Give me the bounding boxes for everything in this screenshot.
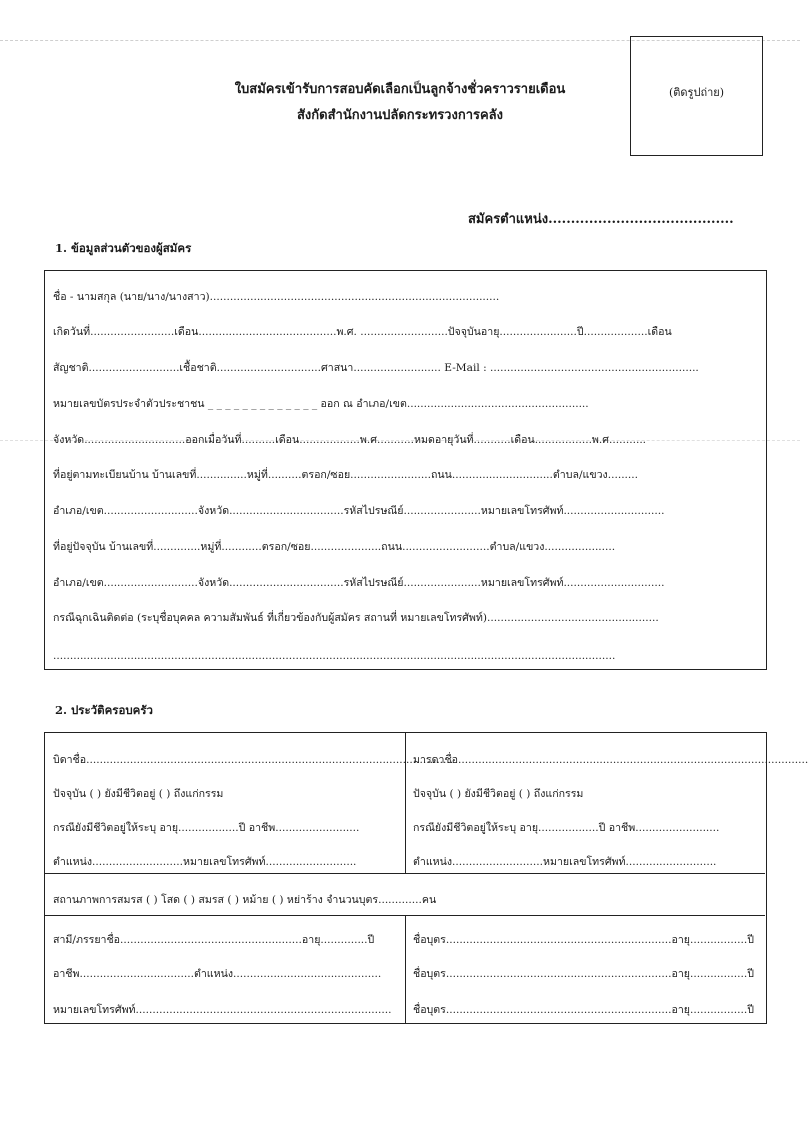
registered-district-line: อำเภอ/เขต............................จังหวัด..................................รหัสไปรษณีย์.......................หมายเลขโทรศัพท์.............................. bbox=[53, 505, 665, 517]
id-card-line: หมายเลขบัตรประจำตัวประชาชน _ _ _ _ _ _ _ _ _ _ _ _ _ ออก ณ อำเภอ/เขต...................................................... bbox=[53, 398, 589, 410]
father-position-phone-line: ตำแหน่ง...........................หมายเลขโทรศัพท์........................... bbox=[53, 856, 357, 868]
spouse-phone-line: หมายเลขโทรศัพท์............................................................................ bbox=[53, 1004, 392, 1016]
spouse-children-divider bbox=[405, 915, 406, 1023]
spouse-job-line: อาชีพ..................................ตำแหน่ง............................................ bbox=[53, 968, 382, 980]
section2-heading: 2. ประวัติครอบครัว bbox=[55, 703, 153, 717]
current-address-line: ที่อยู่ปัจจุบัน บ้านเลขที่..............หมู่ที่............ตรอก/ซอย.....................ถนน..........................ตำบล/แขวง..................... bbox=[53, 541, 616, 553]
birth-date-line: เกิดวันที่.........................เดือน.........................................พ.ศ. ..........................ปัจจุบันอายุ.......................ปี...................เดือน bbox=[53, 326, 672, 338]
mother-status-line: ปัจจุบัน ( ) ยังมีชีวิตอยู่ ( ) ถึงแก่กรรม bbox=[413, 788, 584, 800]
mother-name-line: มารดาชื่อ........................................................................................................ bbox=[413, 754, 808, 766]
photo-label: (ติดรูปถ่าย) bbox=[668, 86, 725, 99]
mother-age-job-line: กรณียังมีชีวิตอยู่ให้ระบุ อายุ..................ปี อาชีพ......................... bbox=[413, 822, 720, 834]
position-applied: สมัครตำแหน่ง......................................... bbox=[468, 212, 734, 227]
child-name-line: ชื่อบุตร...................................................................อายุ.................ปี bbox=[413, 1004, 754, 1016]
form-subtitle: สังกัดสำนักงานปลัดกระทรวงการคลัง bbox=[297, 108, 503, 123]
family-history-box bbox=[44, 732, 808, 1024]
spouse-name-line: สามี/ภรรยาชื่อ......................................................อายุ..............ปี bbox=[53, 934, 375, 946]
registered-address-line: ที่อยู่ตามทะเบียนบ้าน บ้านเลขที่...............หมู่ที่..........ตรอก/ซอย........................ถนน..............................ตำบล/แขวง......... bbox=[53, 469, 639, 481]
current-district-line: อำเภอ/เขต............................จังหวัด..................................รหัสไปรษณีย์.......................หมายเลขโทรศัพท์.............................. bbox=[53, 577, 665, 589]
marital-status-line: สถานภาพการสมรส ( ) โสด ( ) สมรส ( ) หม้าย ( ) หย่าร้าง จำนวนบุตร.............คน bbox=[53, 894, 437, 906]
mother-position-phone-line: ตำแหน่ง...........................หมายเลขโทรศัพท์........................... bbox=[413, 856, 717, 868]
child-name-line: ชื่อบุตร...................................................................อายุ.................ปี bbox=[413, 968, 754, 980]
parents-bottom-divider bbox=[45, 873, 765, 874]
father-age-job-line: กรณียังมีชีวิตอยู่ให้ระบุ อายุ..................ปี อาชีพ......................... bbox=[53, 822, 360, 834]
personal-info-box bbox=[44, 270, 767, 670]
emergency-contact-continuation: ....................................................................................................................................................................... bbox=[53, 650, 616, 662]
id-province-line: จังหวัด..............................ออกเมื่อวันที่..........เดือน..................พ.ศ...........หมดอายุวันที่...........เดือน.................พ.ศ........... bbox=[53, 434, 647, 446]
father-name-line: บิดาชื่อ............................................................................................................. bbox=[53, 754, 454, 766]
emergency-contact-line: กรณีฉุกเฉินติดต่อ (ระบุชื่อบุคคล ความสัมพันธ์ ที่เกี่ยวข้องกับผู้สมัคร สถานที่ หมายเลขโทรศัพท์)................................................... bbox=[53, 612, 659, 624]
section1-heading: 1. ข้อมูลส่วนตัวของผู้สมัคร bbox=[55, 241, 192, 255]
photo-box bbox=[630, 36, 763, 156]
nationality-line: สัญชาติ...........................เชื้อชาติ...............................ศาสนา.......................... E-Mail : .............................................................. bbox=[53, 362, 699, 374]
form-title: ใบสมัครเข้ารับการสอบคัดเลือกเป็นลูกจ้างชั่วคราวรายเดือน bbox=[234, 82, 566, 97]
full-name-line: ชื่อ - นามสกุล (นาย/นาง/นางสาว)...................................................................................... bbox=[53, 291, 500, 303]
father-status-line: ปัจจุบัน ( ) ยังมีชีวิตอยู่ ( ) ถึงแก่กรรม bbox=[53, 788, 224, 800]
child-name-line: ชื่อบุตร...................................................................อายุ.................ปี bbox=[413, 934, 754, 946]
